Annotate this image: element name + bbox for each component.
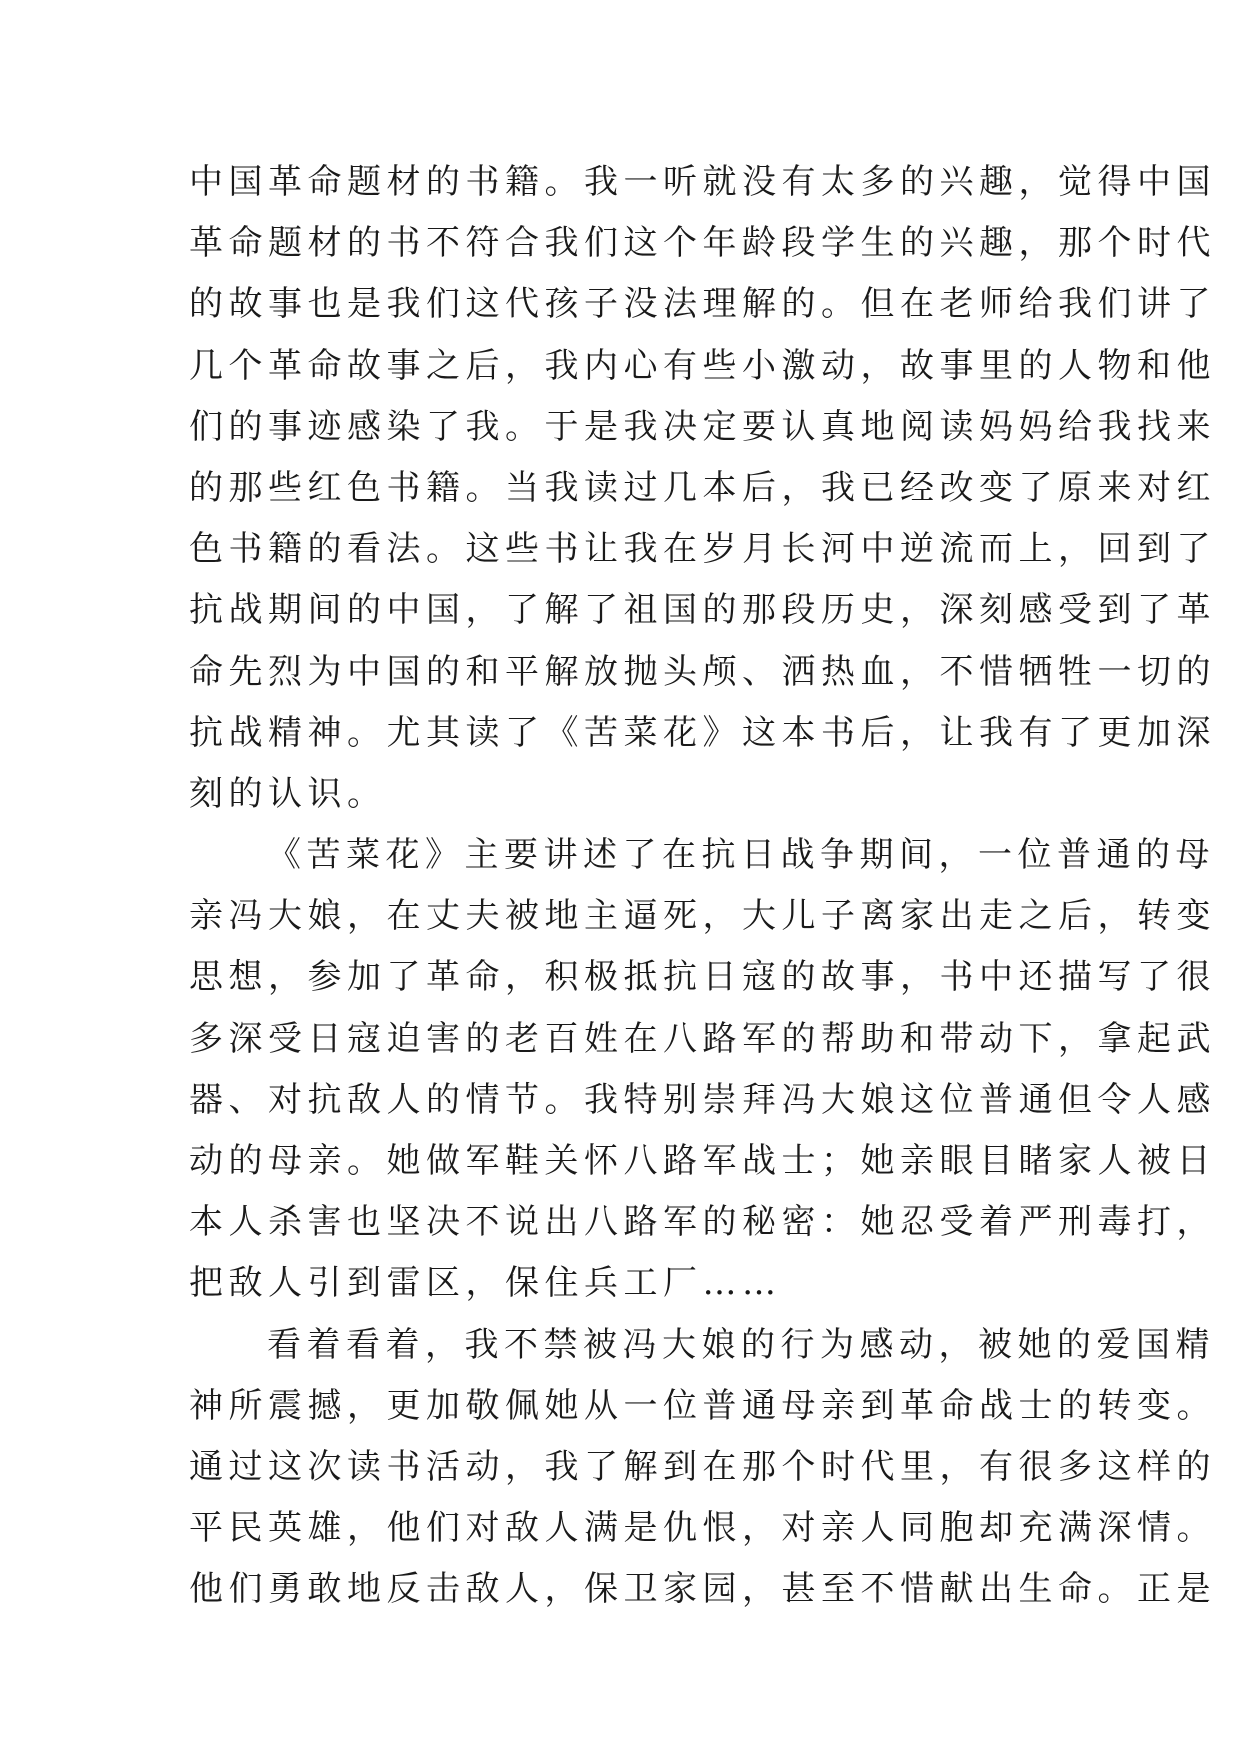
text-line: 平民英雄，他们对敌人满是仇恨，对亲人同胞却充满深情。 <box>189 1508 1216 1549</box>
body-text <box>189 152 1216 1621</box>
paragraph-first-line: 《苦菜花》主要讲述了在抗日战争期间，一位普通的母 <box>267 835 1215 876</box>
text-line: 本人杀害也坚决不说出八路军的秘密：她忍受着严刑毒打， <box>189 1202 1216 1243</box>
text-line: 的那些红色书籍。当我读过几本后，我已经改变了原来对红 <box>189 467 1216 508</box>
text-line: 几个革命故事之后，我内心有些小激动，故事里的人物和他 <box>189 345 1216 386</box>
text-line: 抗战精神。尤其读了《苦菜花》这本书后，让我有了更加深 <box>189 712 1216 753</box>
text-line: 通过这次读书活动，我了解到在那个时代里，有很多这样的 <box>189 1446 1216 1487</box>
text-line: 色书籍的看法。这些书让我在岁月长河中逆流而上，回到了 <box>189 529 1216 570</box>
text-line: 命先烈为中国的和平解放抛头颅、洒热血，不惜牺牲一切的 <box>189 651 1216 692</box>
text-line: 多深受日寇迫害的老百姓在八路军的帮助和带动下，拿起武 <box>189 1018 1216 1059</box>
text-line: 动的母亲。她做军鞋关怀八路军战士；她亲眼目睹家人被日 <box>189 1141 1216 1181</box>
text-line: 中国革命题材的书籍。我一听就没有太多的兴趣，觉得中国 <box>189 162 1216 202</box>
text-line: 刻的认识。 <box>189 773 387 814</box>
text-line: 把敌人引到雷区，保住兵工厂…… <box>189 1263 782 1304</box>
text-line: 们的事迹感染了我。于是我决定要认真地阅读妈妈给我找来 <box>189 406 1216 447</box>
text-line: 亲冯大娘，在丈夫被地主逼死，大儿子离家出走之后，转变 <box>189 896 1216 937</box>
text-line: 革命题材的书不符合我们这个年龄段学生的兴趣，那个时代 <box>189 223 1216 264</box>
text-line: 他们勇敢地反击敌人，保卫家园，甚至不惜献出生命。正是 <box>189 1569 1216 1610</box>
text-line: 神所震撼，更加敬佩她从一位普通母亲到革命战士的转变。 <box>189 1385 1216 1426</box>
text-line: 的故事也是我们这代孩子没法理解的。但在老师给我们讲了 <box>189 284 1216 325</box>
text-line: 抗战期间的中国，了解了祖国的那段历史，深刻感受到了革 <box>189 590 1216 631</box>
text-line: 器、对抗敌人的情节。我特别崇拜冯大娘这位普通但令人感 <box>189 1079 1216 1120</box>
text-line: 思想，参加了革命，积极抵抗日寇的故事，书中还描写了很 <box>189 957 1216 998</box>
paragraph-first-line: 看着看着，我不禁被冯大娘的行为感动，被她的爱国精 <box>267 1324 1215 1365</box>
